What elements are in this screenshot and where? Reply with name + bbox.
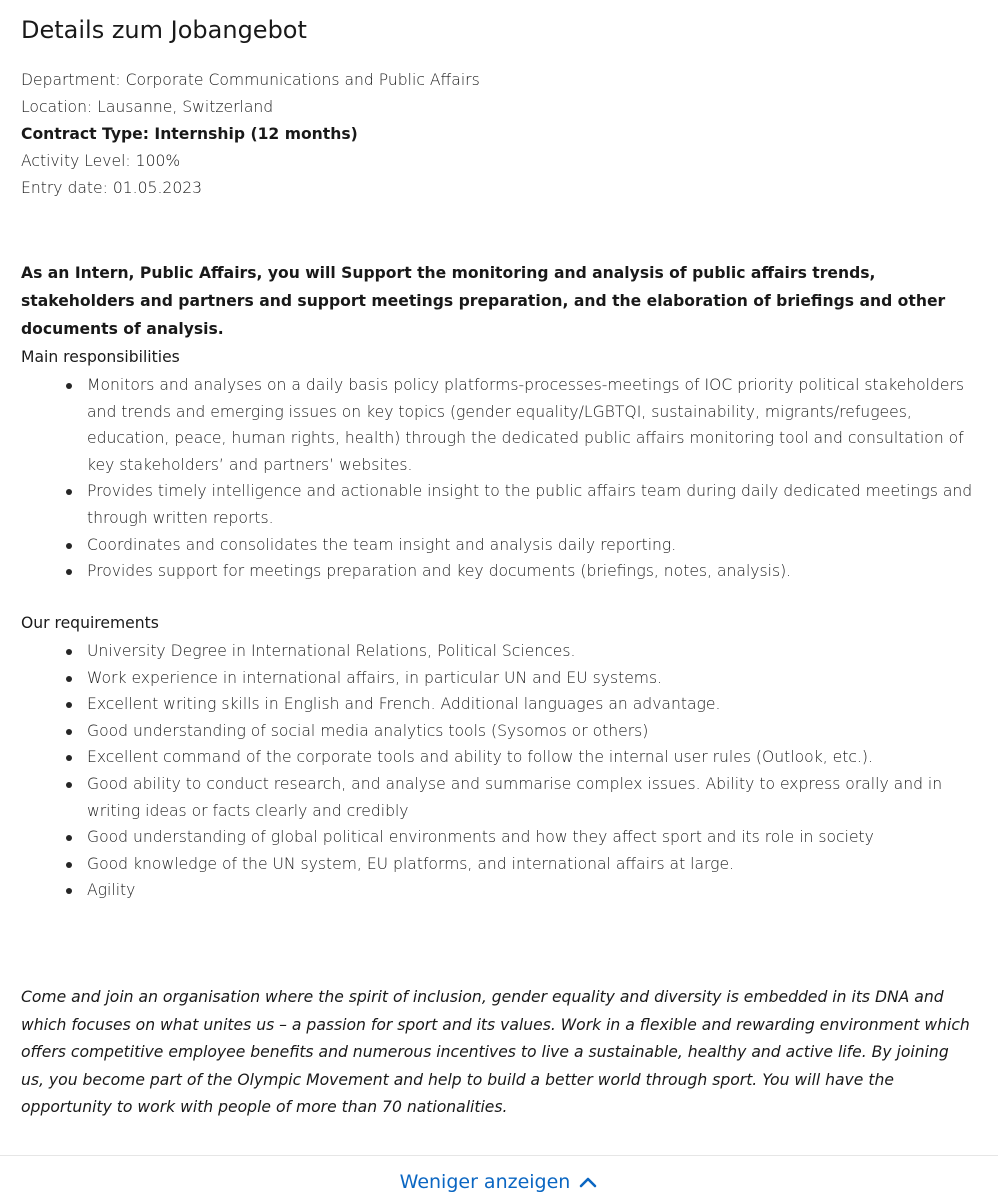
- list-item-text: Provides support for meetings preparation and key documents (briefings, notes, analysis).: [87, 562, 792, 581]
- list-item: [87, 372, 981, 478]
- list-item-text: Monitors and analyses on a daily basis policy platforms-processes-meetings of IOC priority political stakeholders and trends and emerging issues on key topics (gender equality/LGBTQI, sustainability, migrants/refugees, education, peace, human rights, health) through the dedicated public affairs monitoring tool and consultation of key stakeholders’ and partners’ websites.: [87, 376, 965, 474]
- requirements-heading: Our requirements: [21, 614, 159, 632]
- bullet-icon: [66, 835, 72, 841]
- footer-divider: [0, 1155, 998, 1156]
- contract-type-line: Contract Type: Internship (12 months): [21, 125, 358, 143]
- bullet-icon: [66, 383, 72, 389]
- bullet-icon: [66, 569, 72, 575]
- bullet-icon: [66, 702, 72, 708]
- responsibilities-list: [21, 372, 981, 585]
- list-item-text: Excellent command of the corporate tools and ability to follow the internal user rules (Outlook, etc.).: [87, 748, 873, 767]
- list-item-text: Coordinates and consolidates the team insight and analysis daily reporting.: [87, 535, 677, 554]
- department-line: Department: Corporate Communications and Public Affairs: [21, 71, 480, 89]
- list-item-text: Good ability to conduct research, and analyse and summarise complex issues. Ability to express orally and in writing ideas or facts clearly and credibly: [87, 774, 943, 820]
- list-item: [87, 532, 981, 559]
- bullet-icon: [66, 489, 72, 495]
- bullet-icon: [66, 729, 72, 735]
- job-details-content: [21, 67, 981, 1117]
- requirements-list: [21, 638, 981, 904]
- bullet-icon: [66, 888, 72, 894]
- list-item-text: Provides timely intelligence and actionable insight to the public affairs team during daily dedicated meetings and through written reports.: [87, 482, 973, 527]
- bullet-icon: [66, 862, 72, 868]
- entry-date-line: Entry date: 01.05.2023: [21, 179, 203, 197]
- bullet-icon: [66, 676, 72, 682]
- activity-level-line: Activity Level: 100%: [21, 152, 181, 170]
- list-item: [87, 824, 981, 851]
- list-item-text: Good knowledge of the UN system, EU platforms, and international affairs at large.: [87, 854, 735, 873]
- list-item-text: Good understanding of social media analytics tools (Sysomos or others): [87, 721, 649, 740]
- list-item-text: Work experience in international affairs, in particular UN and EU systems.: [87, 668, 663, 687]
- chevron-up-icon: [578, 1174, 598, 1190]
- list-item: [87, 478, 981, 531]
- location-line: Location: Lausanne, Switzerland: [21, 98, 274, 116]
- list-item-text: Excellent writing skills in English and French. Additional languages an advantage.: [87, 695, 721, 714]
- list-item: [87, 851, 981, 878]
- bullet-icon: [66, 649, 72, 655]
- list-item: [87, 691, 981, 718]
- show-less-button[interactable]: [0, 1164, 998, 1200]
- intro-paragraph: As an Intern, Public Affairs, you will Support the monitoring and analysis of public affairs trends, stakeholders and partners and support meetings preparation, and the elaboration of briefings and other documents of analysis.: [21, 264, 946, 338]
- bullet-icon: [66, 543, 72, 549]
- responsibilities-heading: Main responsibilities: [21, 348, 180, 366]
- list-item: [87, 744, 981, 771]
- bullet-icon: [66, 782, 72, 788]
- list-item-text: University Degree in International Relations, Political Sciences.: [87, 642, 576, 660]
- page-title: Details zum Jobangebot: [21, 16, 307, 44]
- list-item: [87, 558, 981, 585]
- bullet-icon: [66, 755, 72, 761]
- list-item-text: Agility: [87, 881, 136, 900]
- list-item: [87, 718, 981, 745]
- list-item: [87, 877, 981, 904]
- show-less-label: Weniger anzeigen: [399, 1171, 571, 1193]
- list-item: [87, 771, 981, 824]
- list-item: [87, 665, 981, 692]
- closing-paragraph: Come and join an organisation where the spirit of inclusion, gender equality and diversity is embedded in its DNA and which focuses on what unites us – a passion for sport and its values. Work in a flexible and rewarding environment which offers competitive employee benefits and numerous incentives to live a sustainable, healthy and active life. By joining us, you become part of the Olympic Movement and help to build a better world through sport. You will have the opportunity to work with people of more than 70 nationalities.: [21, 988, 970, 1117]
- list-item: [87, 638, 981, 665]
- list-item-text: Good understanding of global political environments and how they affect sport and its role in society: [87, 828, 874, 847]
